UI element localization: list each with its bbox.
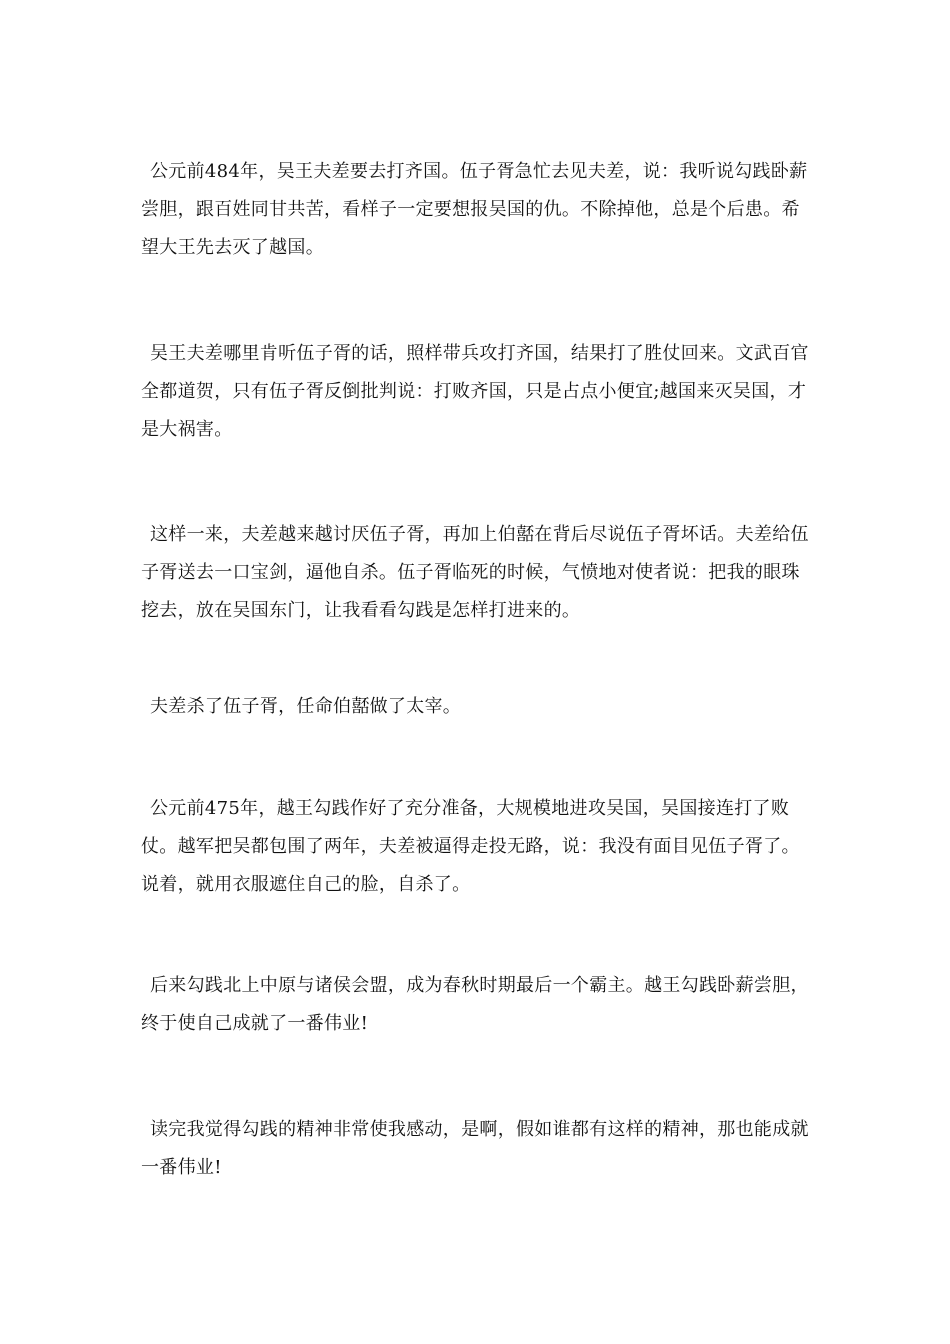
- paragraph: 公元前484年，吴王夫差要去打齐国。伍子胥急忙去见夫差，说：我听说勾践卧薪尝胆，跟百姓同甘共苦，看样子一定要想报吴国的仇。不除掉他，总是个后患。希望大王先去灭了越国。: [141, 161, 808, 258]
- paragraph: 吴王夫差哪里肯听伍子胥的话，照样带兵攻打齐国，结果打了胜仗回来。文武百官全都道贺，只有伍子胥反倒批判说：打败齐国，只是占点小便宜;越国来灭吴国，才是大祸害。: [141, 343, 809, 440]
- paragraph: 后来勾践北上中原与诸侯会盟，成为春秋时期最后一个霸主。越王勾践卧薪尝胆，终于使自己成就了一番伟业!: [141, 975, 809, 1034]
- paragraph: 夫差杀了伍子胥，任命伯嚭做了太宰。: [150, 696, 462, 717]
- paragraph: 读完我觉得勾践的精神非常使我感动，是啊，假如谁都有这样的精神，那也能成就一番伟业!: [141, 1119, 809, 1178]
- paragraph: 公元前475年，越王勾践作好了充分准备，大规模地进攻吴国，吴国接连打了败仗。越军把吴都包围了两年，夫差被逼得走投无路，说：我没有面目见伍子胥了。说着，就用衣服遮住自己的脸，自杀了。: [141, 798, 800, 895]
- paragraph: 这样一来，夫差越来越讨厌伍子胥，再加上伯嚭在背后尽说伍子胥坏话。夫差给伍子胥送去一口宝剑，逼他自杀。伍子胥临死的时候，气愤地对使者说：把我的眼珠挖去，放在吴国东门，让我看看勾践是怎样打进来的。: [141, 524, 809, 621]
